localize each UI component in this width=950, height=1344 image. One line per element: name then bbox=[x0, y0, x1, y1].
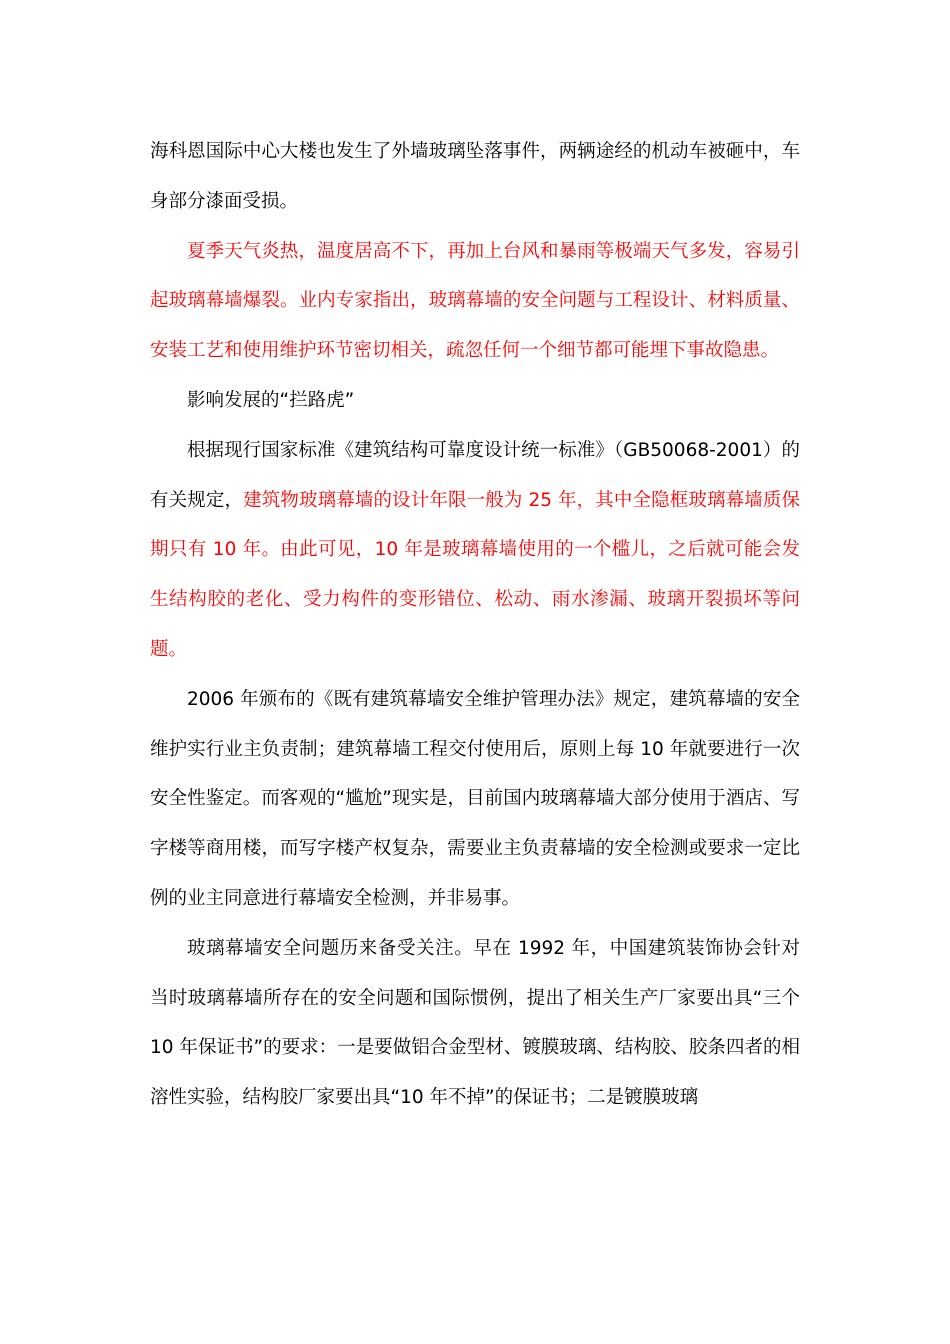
paragraph-national-standard bbox=[150, 426, 800, 675]
standard-highlight-text: 建筑物玻璃幕墙的设计年限一般为 25 年，其中全隐框玻璃幕墙质保期只有 10 年。由此可见，10 年是玻璃幕墙使用的一个槛儿，之后就可能会发生结构胶的老化、受力构件的变形错位、松动、雨水渗漏、玻璃开裂损坏等问题。 bbox=[150, 489, 800, 660]
section-heading: 影响发展的“拦路虎” bbox=[187, 389, 355, 411]
standard-intro-text: 根据现行国家标准《建筑结构可靠度设计统一标准》（GB50068-2001）的有关规定， bbox=[150, 439, 800, 511]
paragraph-continuation: 海科恩国际中心大楼也发生了外墙玻璃坠落事件，两辆途经的机动车被砸中，车身部分漆面受损。 bbox=[150, 141, 800, 212]
paragraph-safety-history: 玻璃幕墙安全问题历来备受关注。早在 1992 年，中国建筑装饰协会针对当时玻璃幕墙所存在的安全问题和国际惯例，提出了相关生产厂家要出具“三个 10 年保证书”的要求：一是要做铝合金型材、镀膜玻璃、结构胶、胶条四者的相溶性实验，结构胶厂家要出具“10 年不掉”的保证书；二是镀膜玻璃 bbox=[150, 937, 800, 1109]
document-page bbox=[150, 127, 800, 1123]
paragraph-summer-weather: 夏季天气炎热，温度居高不下，再加上台风和暴雨等极端天气多发，容易引起玻璃幕墙爆裂。业内专家指出，玻璃幕墙的安全问题与工程设计、材料质量、安装工艺和使用维护环节密切相关，疏忽任何一个细节都可能埋下事故隐患。 bbox=[150, 240, 800, 362]
paragraph-maintenance-rules: 2006 年颁布的《既有建筑幕墙安全维护管理办法》规定，建筑幕墙的安全维护实行业主负责制；建筑幕墙工程交付使用后，原则上每 10 年就要进行一次安全性鉴定。而客观的“尴尬”现实是，目前国内玻璃幕墙大部分使用于酒店、写字楼等商用楼，而写字楼产权复杂，需要业主负责幕墙的安全检测或要求一定比例的业主同意进行幕墙安全检测，并非易事。 bbox=[150, 688, 800, 909]
